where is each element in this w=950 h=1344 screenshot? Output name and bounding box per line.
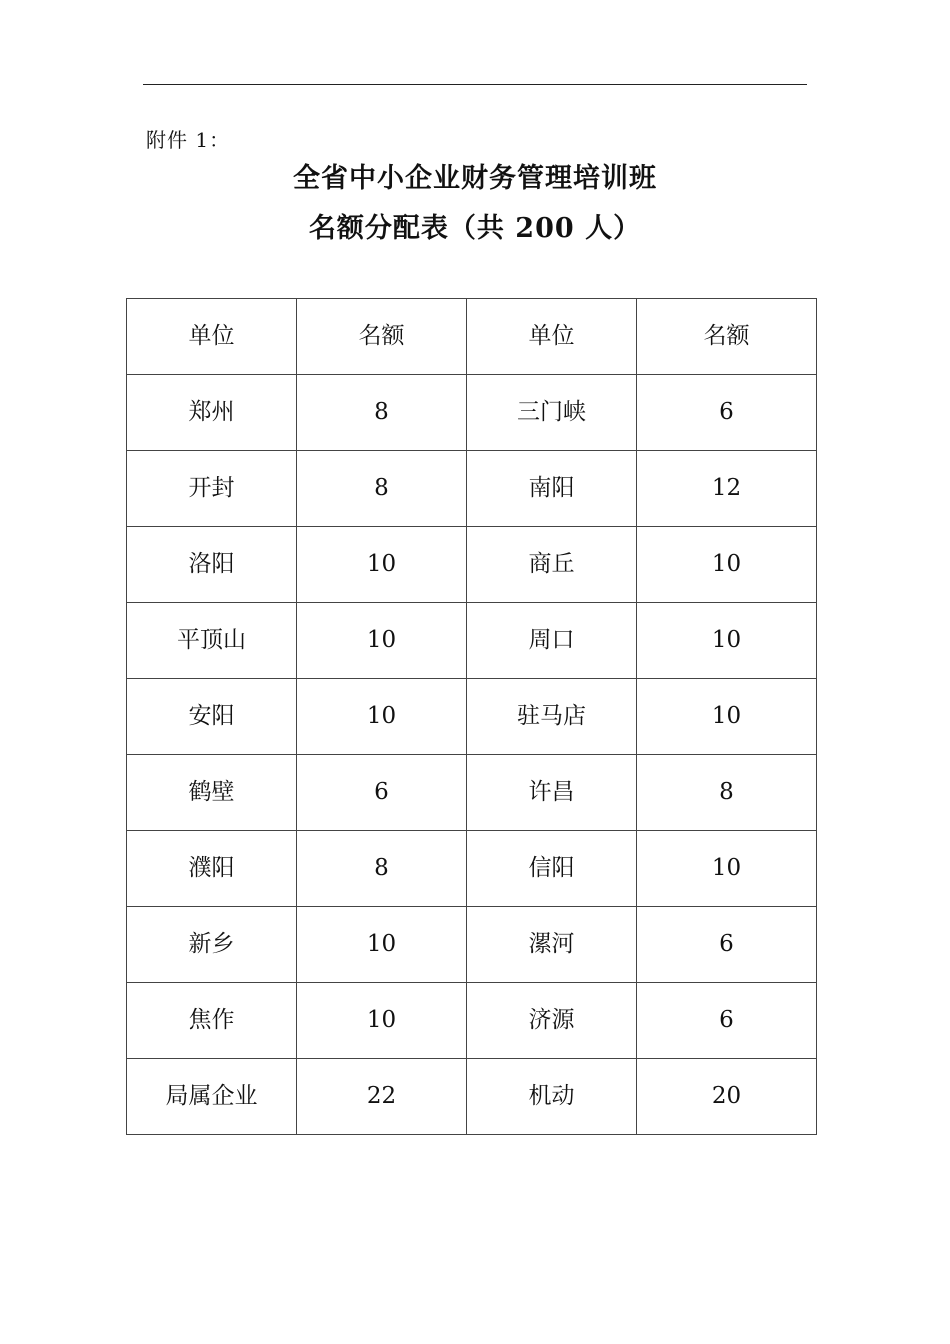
quota-cell: 8 [297, 451, 467, 527]
quota-cell: 20 [637, 1059, 817, 1135]
unit-cell: 平顶山 [127, 603, 297, 679]
quota-cell: 10 [637, 831, 817, 907]
unit-cell: 焦作 [127, 983, 297, 1059]
quota-cell: 10 [297, 603, 467, 679]
table-row [127, 679, 817, 755]
quota-cell: 6 [297, 755, 467, 831]
unit-cell: 济源 [467, 983, 637, 1059]
unit-cell: 新乡 [127, 907, 297, 983]
header-rule [143, 84, 807, 85]
unit-cell: 机动 [467, 1059, 637, 1135]
unit-cell: 开封 [127, 451, 297, 527]
quota-cell: 6 [637, 375, 817, 451]
table-header-row [127, 299, 817, 375]
unit-cell: 鹤壁 [127, 755, 297, 831]
unit-cell: 驻马店 [467, 679, 637, 755]
table-row [127, 983, 817, 1059]
unit-cell: 信阳 [467, 831, 637, 907]
quota-cell: 10 [637, 527, 817, 603]
unit-cell: 三门峡 [467, 375, 637, 451]
unit-cell: 安阳 [127, 679, 297, 755]
unit-cell: 南阳 [467, 451, 637, 527]
quota-cell: 6 [637, 983, 817, 1059]
quota-cell: 8 [297, 375, 467, 451]
header-cell-unit: 单位 [467, 299, 637, 375]
table-row [127, 907, 817, 983]
quota-cell: 10 [297, 679, 467, 755]
quota-cell: 10 [297, 983, 467, 1059]
table-row [127, 527, 817, 603]
unit-cell: 周口 [467, 603, 637, 679]
unit-cell: 漯河 [467, 907, 637, 983]
unit-cell: 许昌 [467, 755, 637, 831]
quota-cell: 10 [637, 603, 817, 679]
table-row [127, 755, 817, 831]
quota-cell: 22 [297, 1059, 467, 1135]
quota-table [126, 298, 817, 1135]
table-row [127, 831, 817, 907]
table-row [127, 1059, 817, 1135]
quota-cell: 10 [297, 527, 467, 603]
quota-cell: 10 [637, 679, 817, 755]
quota-cell: 12 [637, 451, 817, 527]
table-row [127, 451, 817, 527]
quota-cell: 10 [297, 907, 467, 983]
document-subtitle: 名额分配表（共 200 人） [308, 213, 642, 244]
unit-cell: 濮阳 [127, 831, 297, 907]
unit-cell: 洛阳 [127, 527, 297, 603]
unit-cell: 郑州 [127, 375, 297, 451]
table-row [127, 375, 817, 451]
header-cell-quota: 名额 [297, 299, 467, 375]
unit-cell: 局属企业 [127, 1059, 297, 1135]
header-cell-quota: 名额 [637, 299, 817, 375]
table-row [127, 603, 817, 679]
header-cell-unit: 单位 [127, 299, 297, 375]
attachment-label: 附件 1： [146, 128, 231, 152]
document-title: 全省中小企业财务管理培训班 [293, 163, 657, 194]
quota-cell: 6 [637, 907, 817, 983]
quota-cell: 8 [637, 755, 817, 831]
quota-cell: 8 [297, 831, 467, 907]
unit-cell: 商丘 [467, 527, 637, 603]
